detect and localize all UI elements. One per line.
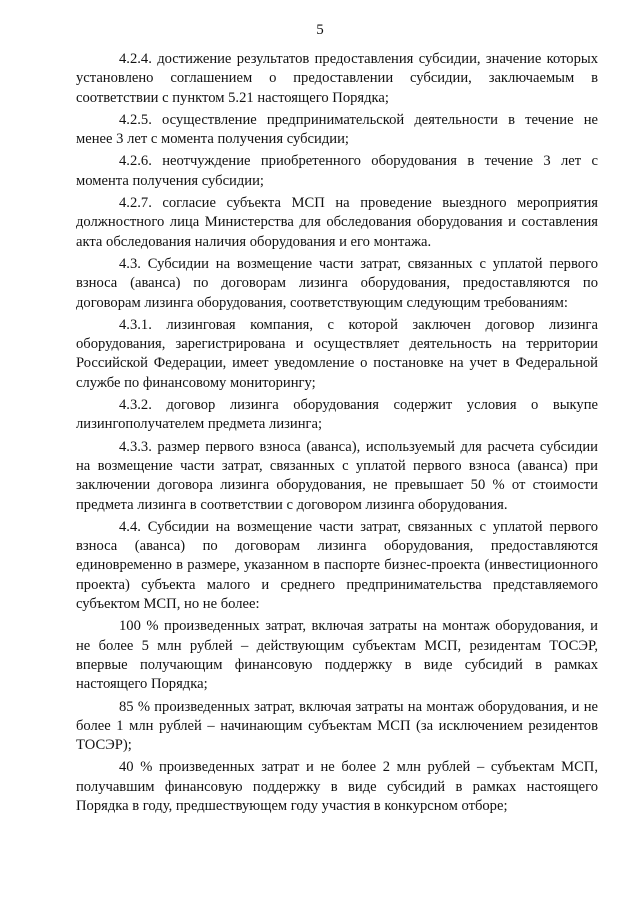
- paragraph-4-3: 4.3. Субсидии на возмещение части затрат, связанных с уплатой первого взноса (аванса) по договорам лизинга оборудования, предоставляются по договорам лизинга оборудования, соответствующим следующим требованиям:: [76, 255, 598, 311]
- document-body: [76, 50, 598, 819]
- paragraph-4-2-6: 4.2.6. неотчуждение приобретенного оборудования в течение 3 лет с момента получения субсидии;: [76, 153, 598, 189]
- paragraph-4-3-2: 4.3.2. договор лизинга оборудования содержит условия о выкупе лизингополучателем предмета лизинга;: [76, 397, 598, 433]
- paragraph-40-percent: 40 % произведенных затрат и не более 2 млн рублей – субъектам МСП, получавшим финансовую поддержку в виде субсидий в рамках настоящего Порядка в году, предшествующем году участия в конкурсном отборе;: [76, 759, 598, 814]
- paragraph-4-2-5: 4.2.5. осуществление предпринимательской деятельности в течение не менее 3 лет с момента получения субсидии;: [76, 111, 598, 148]
- paragraph-85-percent: 85 % произведенных затрат, включая затраты на монтаж оборудования, и не более 1 млн рублей – начинающим субъектам МСП (за исключением резидентов ТОСЭР);: [76, 698, 598, 754]
- paragraph-4-3-1: 4.3.1. лизинговая компания, с которой заключен договор лизинга оборудования, зарегистрирована и осуществляет деятельность на территории Российской Федерации, имеет уведомление о постановке на учет в Федеральной службе по финансовому мониторингу;: [76, 316, 598, 391]
- paragraph-4-3-3: 4.3.3. размер первого взноса (аванса), используемый для расчета субсидии на возмещение части затрат, связанных с уплатой первого взноса (аванса) при заключении договора лизинга оборудования, не превышает 50 % от стоимости предмета лизинга в соответствии с договором лизинга оборудования.: [76, 438, 598, 513]
- paragraph-4-2-7: 4.2.7. согласие субъекта МСП на проведение выездного мероприятия должностного лица Министерства для обследования оборудования и составления акта обследования наличия оборудования и его монтажа.: [76, 195, 598, 250]
- paragraph-100-percent: 100 % произведенных затрат, включая затраты на монтаж оборудования, и не более 5 млн рублей – действующим субъектам МСП, резидентам ТОСЭР, впервые получающим финансовую поддержку в виде субсидий в рамках настоящего Порядка;: [76, 618, 598, 693]
- page-number: 5: [316, 22, 324, 38]
- paragraph-4-2-4: 4.2.4. достижение результатов предоставления субсидии, значение которых установлено соглашением о предоставлении субсидии, заключаемым в соответствии с пунктом 5.21 настоящего Порядка;: [76, 51, 598, 106]
- paragraph-4-4: 4.4. Субсидии на возмещение части затрат, связанных с уплатой первого взноса (аванса) по договорам лизинга оборудования, предоставляются единовременно в размере, указанном в паспорте бизнес-проекта (инвестиционного проекта) субъекта малого и среднего предпринимательства представляемого субъектом МСП, но не более:: [76, 518, 598, 613]
